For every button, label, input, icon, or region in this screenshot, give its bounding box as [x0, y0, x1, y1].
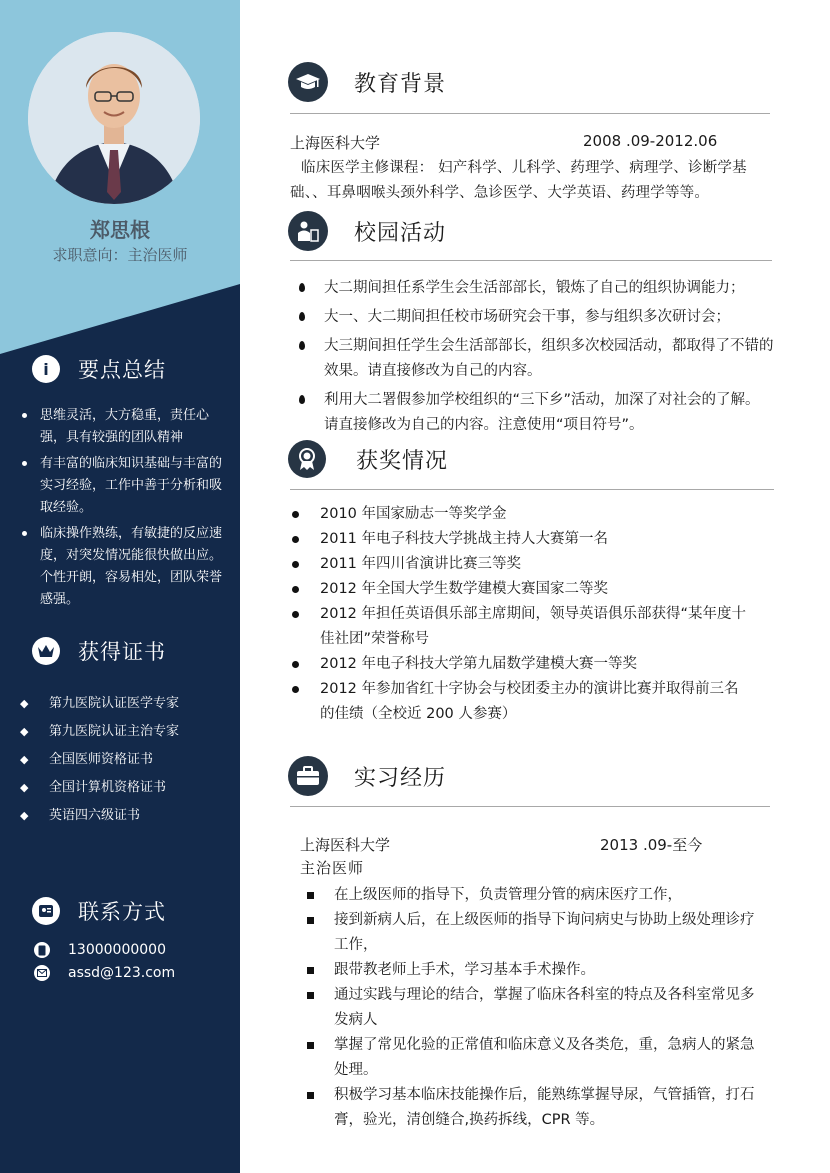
info-icon: i	[32, 355, 60, 383]
award-item: 2012 年全国大学生数学建模大赛国家二等奖	[290, 577, 752, 602]
briefcase-icon	[288, 756, 328, 796]
education-title: 教育背景	[354, 71, 447, 97]
education-heading	[288, 62, 446, 102]
internship-role: 主治医师	[300, 859, 365, 877]
campus-heading	[288, 211, 446, 251]
cert-item: ◆ 第九医院认证主治专家	[20, 721, 225, 743]
summary-list	[20, 405, 225, 615]
campus-divider	[290, 260, 772, 261]
people-icon	[288, 211, 328, 251]
summary-title: 要点总结	[78, 358, 166, 382]
internship-item: 积极学习基本临床技能操作后，能熟练掌握导尿，气管插管，打石膏，验光，清创缝合,换药拆线，CPR 等。	[300, 1083, 762, 1133]
certs-title: 获得证书	[78, 640, 166, 664]
certs-heading	[32, 636, 166, 666]
internship-period: 2013 .09-至今	[600, 836, 703, 854]
contact-email-row	[34, 965, 175, 981]
avatar	[28, 32, 200, 204]
awards-heading	[288, 440, 448, 478]
awards-title: 获奖情况	[356, 448, 449, 474]
internship-company: 上海医科大学	[300, 836, 391, 854]
summary-heading	[32, 354, 166, 384]
contact-card-icon	[32, 897, 60, 925]
summary-item: 思维灵活，大方稳重，责任心强，具有较强的团队精神	[20, 405, 225, 449]
campus-list	[292, 276, 774, 442]
campus-title: 校园活动	[354, 220, 447, 246]
contact-heading	[32, 896, 166, 926]
award-item: 2010 年国家励志一等奖学金	[290, 502, 752, 527]
candidate-name: 郑思根	[90, 218, 150, 242]
award-item: 2011 年四川省演讲比赛三等奖	[290, 552, 752, 577]
education-period: 2008 .09-2012.06	[583, 132, 718, 150]
education-divider	[290, 113, 770, 114]
internship-divider	[290, 806, 770, 807]
job-intent: 求职意向：主治医师	[52, 246, 188, 264]
internship-title: 实习经历	[354, 765, 447, 791]
internship-item: 接到新病人后，在上级医师的指导下询问病史与协助上级处理诊疗工作，	[300, 908, 762, 958]
email-address[interactable]: assd@123.com	[68, 965, 176, 981]
education-courses: 临床医学主修课程： 妇产科学、儿科学、药理学、病理学、诊断学基础、、耳鼻咽喉头颈外科学、急诊医学、大学英语、药理学等等。	[290, 160, 747, 201]
sidebar	[0, 0, 240, 1173]
contact-title: 联系方式	[78, 900, 166, 924]
email-icon	[34, 965, 50, 981]
graduation-cap-icon	[288, 62, 328, 102]
cert-item: ◆ 全国医师资格证书	[20, 749, 225, 771]
contact-phone-row	[34, 942, 166, 958]
campus-item: 大三期间担任学生会生活部部长，组织多次校园活动，都取得了不错的效果。请直接修改为自己的内容。	[292, 334, 774, 384]
award-item: 2012 年参加省红十字协会与校团委主办的演讲比赛并取得前三名的佳绩（全校近 200 人参赛）	[290, 677, 752, 727]
crown-icon	[32, 637, 60, 665]
internship-item: 掌握了常见化验的正常值和临床意义及各类危，重，急病人的紧急处理。	[300, 1033, 762, 1083]
campus-item: 大二期间担任系学生会生活部部长，锻炼了自己的组织协调能力；	[292, 276, 774, 301]
medal-icon	[288, 440, 326, 478]
award-item: 2011 年电子科技大学挑战主持人大赛第一名	[290, 527, 752, 552]
award-item: 2012 年担任英语俱乐部主席期间，领导英语俱乐部获得“某年度十佳社团”荣誉称号	[290, 602, 752, 652]
cert-item: ◆ 全国计算机资格证书	[20, 777, 225, 799]
award-item: 2012 年电子科技大学第九届数学建模大赛一等奖	[290, 652, 752, 677]
internship-heading	[288, 756, 446, 796]
cert-item: ◆ 英语四六级证书	[20, 805, 225, 827]
internship-item: 在上级医师的指导下，负责管理分管的病床医疗工作，	[300, 883, 762, 908]
campus-item: 大一、大二期间担任校市场研究会干事，参与组织多次研讨会；	[292, 305, 774, 330]
awards-list	[290, 502, 752, 727]
summary-item: 有丰富的临床知识基础与丰富的实习经验，工作中善于分析和吸取经验。	[20, 453, 225, 519]
internship-item: 通过实践与理论的结合，掌握了临床各科室的特点及各科室常见多发病人	[300, 983, 762, 1033]
internship-item: 跟带教老师上手术，学习基本手术操作。	[300, 958, 762, 983]
campus-item: 利用大二署假参加学校组织的“三下乡”活动，加深了对社会的了解。请直接修改为自己的内容。注意使用“项目符号”。	[292, 388, 774, 438]
certs-list	[20, 693, 225, 833]
phone-number[interactable]: 13000000000	[68, 942, 166, 958]
education-school: 上海医科大学	[290, 134, 381, 152]
summary-item: 临床操作熟练，有敏捷的反应速度，对突发情况能很快做出应。个性开朗，容易相处，团队荣誉感强。	[20, 523, 225, 611]
internship-list	[300, 883, 762, 1133]
phone-icon	[34, 942, 50, 958]
cert-item: ◆ 第九医院认证医学专家	[20, 693, 225, 715]
awards-divider	[290, 489, 774, 490]
